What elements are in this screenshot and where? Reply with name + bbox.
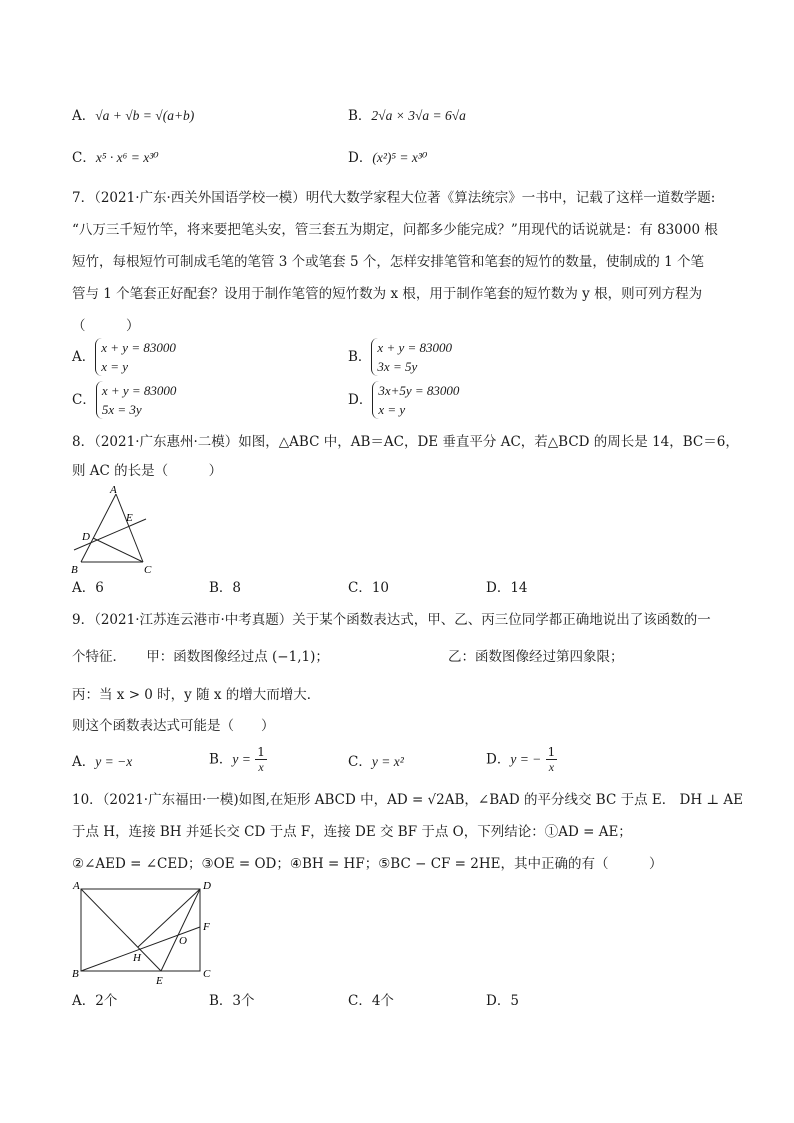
- q9-option-a-expr: y = −x: [95, 754, 133, 769]
- q8-option-d[interactable]: D．14: [486, 580, 528, 596]
- q10-label-c: C: [203, 968, 211, 980]
- q10-stem-line3: ②∠AED = ∠CED；③OE = OD；④BH = HF；⑤BC − CF = 2HE，其中正确的有（ ）: [72, 856, 663, 872]
- q7-stem-line3: 短竹，每根短竹可制成毛笔的笔管 3 个或笔套 5 个，怎样安排笔管和笔套的短竹的数量，使制成的 1 个笔: [72, 254, 705, 270]
- q6-option-b[interactable]: B．2√a × 3√a = 6√a: [348, 108, 466, 124]
- q10-option-b[interactable]: B．3个: [209, 993, 255, 1009]
- q8-option-c[interactable]: C．10: [348, 580, 390, 596]
- q9-option-c-expr: y = x²: [371, 754, 404, 769]
- q9-stem-line1: 9．（2021·江苏连云港市·中考真题）关于某个函数表达式，甲、乙、丙三位同学都正确地说出了该函数的一: [72, 612, 711, 628]
- q8-stem-line1: 8．（2021·广东惠州·二模）如图，△ABC 中，AB＝AC，DE 垂直平分 AC，若△BCD 的周长是 14，BC＝6，: [72, 434, 739, 450]
- q9-option-d-fraction: $\frac{1}{x}$: [547, 745, 556, 774]
- q7-option-d[interactable]: D． 3x+5y = 83000 x = y: [348, 383, 460, 417]
- q10-label-a: A: [73, 880, 80, 892]
- q9-stem-line3: 丙：当 x > 0 时，y 随 x 的增大而增大．: [72, 687, 321, 703]
- q6-option-b-expr: 2√a × 3√a = 6√a: [371, 108, 466, 123]
- q10-label-h: H: [133, 952, 141, 964]
- q8-stem-line2: 则 AC 的长是（ ）: [72, 463, 223, 479]
- q9-option-b[interactable]: B．y = $\frac{1}{x}$: [209, 745, 265, 774]
- q10-label-f: F: [203, 921, 210, 933]
- q10-label-b: B: [72, 968, 79, 980]
- q6-option-d[interactable]: D．(x²)⁵ = x³⁰: [348, 150, 428, 166]
- q6-option-a-expr: √a + √b = √(a+b): [95, 108, 195, 123]
- q10-segment-ae: [81, 889, 161, 971]
- q7-option-a[interactable]: A． x + y = 83000 x = y: [72, 340, 176, 374]
- q7-option-a-system: x + y = 83000 x = y: [95, 338, 176, 376]
- q10-label-e: E: [156, 975, 163, 985]
- q7-option-c-system: x + y = 83000 5x = 3y: [96, 381, 177, 419]
- q9-option-c[interactable]: C．y = x²: [348, 754, 404, 770]
- q7-answer-paren: （ ）: [72, 318, 140, 334]
- q8-label-e: E: [126, 512, 133, 524]
- q10-segment-de: [161, 889, 200, 971]
- q8-label-a: A: [110, 484, 117, 496]
- q9-option-b-fraction: $\frac{1}{x}$: [257, 745, 265, 774]
- q8-segment-ab: [81, 494, 116, 562]
- q10-segment-bf: [81, 927, 200, 971]
- q9-stem-line4: 则这个函数表达式可能是（ ）: [72, 718, 275, 734]
- q6-option-c-expr: x⁵ · x⁶ = x³⁰: [95, 150, 159, 165]
- q8-option-b[interactable]: B．8: [209, 580, 242, 596]
- q10-label-o: O: [179, 935, 187, 947]
- q10-rectangle-figure: [68, 880, 218, 985]
- q9-stem-line2-yi: 乙：函数图像经过第四象限；: [448, 649, 624, 665]
- q7-option-d-system: 3x+5y = 83000 x = y: [372, 381, 459, 419]
- q6-option-d-expr: (x²)⁵ = x³⁰: [372, 150, 428, 165]
- q8-segment-ac: [116, 494, 143, 562]
- q7-stem-line4: 管与 1 个笔套正好配套？设用于制作笔管的短竹数为 x 根，用于制作笔套的短竹数为 y 根，则可列方程为: [72, 286, 703, 302]
- q8-label-c: C: [144, 564, 152, 574]
- q10-stem-line2: 于点 H，连接 BH 并延长交 CD 于点 F，连接 DE 交 BF 于点 O，下列结论：①AD = AE；: [72, 824, 632, 840]
- q10-label-d: D: [203, 880, 211, 892]
- q10-stem-line1: 10．（2021·广东福田·一模)如图,在矩形 ABCD 中，AD = √2AB，∠BAD 的平分线交 BC 于点 E． DH ⊥ AE: [72, 792, 744, 808]
- q8-label-d: D: [82, 531, 90, 543]
- q10-option-a[interactable]: A．2个: [72, 993, 118, 1009]
- q8-segment-dc: [93, 538, 143, 562]
- q7-option-c[interactable]: C． x + y = 83000 5x = 3y: [72, 383, 177, 417]
- q7-option-b-system: x + y = 83000 3x = 5y: [371, 338, 452, 376]
- q9-stem-line2-jia: 个特征． 甲：函数图像经过点 (−1,1)；: [72, 649, 329, 665]
- q7-stem-line1: 7．（2021·广东·西关外国语学校一模）明代大数学家程大位著《算法统宗》一书中，记载了这样一道数学题:: [72, 190, 716, 206]
- q7-stem-line2: “八万三千短竹竿，将来要把笔头安，管三套五为期定，问都多少能完成？”用现代的话说就是：有 83000 根: [72, 222, 718, 238]
- q9-option-a[interactable]: A．y = −x: [72, 754, 133, 770]
- q7-option-b[interactable]: B． x + y = 83000 3x = 5y: [348, 340, 453, 374]
- q6-option-a[interactable]: A．√a + √b = √(a+b): [72, 108, 195, 124]
- q8-option-a[interactable]: A．6: [72, 580, 104, 596]
- q8-triangle-figure: [68, 482, 160, 574]
- q8-label-b: B: [71, 564, 78, 574]
- q6-option-c[interactable]: C．x⁵ · x⁶ = x³⁰: [72, 150, 159, 166]
- q9-option-d[interactable]: D．y = − $\frac{1}{x}$: [486, 745, 556, 774]
- q10-option-d[interactable]: D．5: [486, 993, 519, 1009]
- q10-option-c[interactable]: C．4个: [348, 993, 394, 1009]
